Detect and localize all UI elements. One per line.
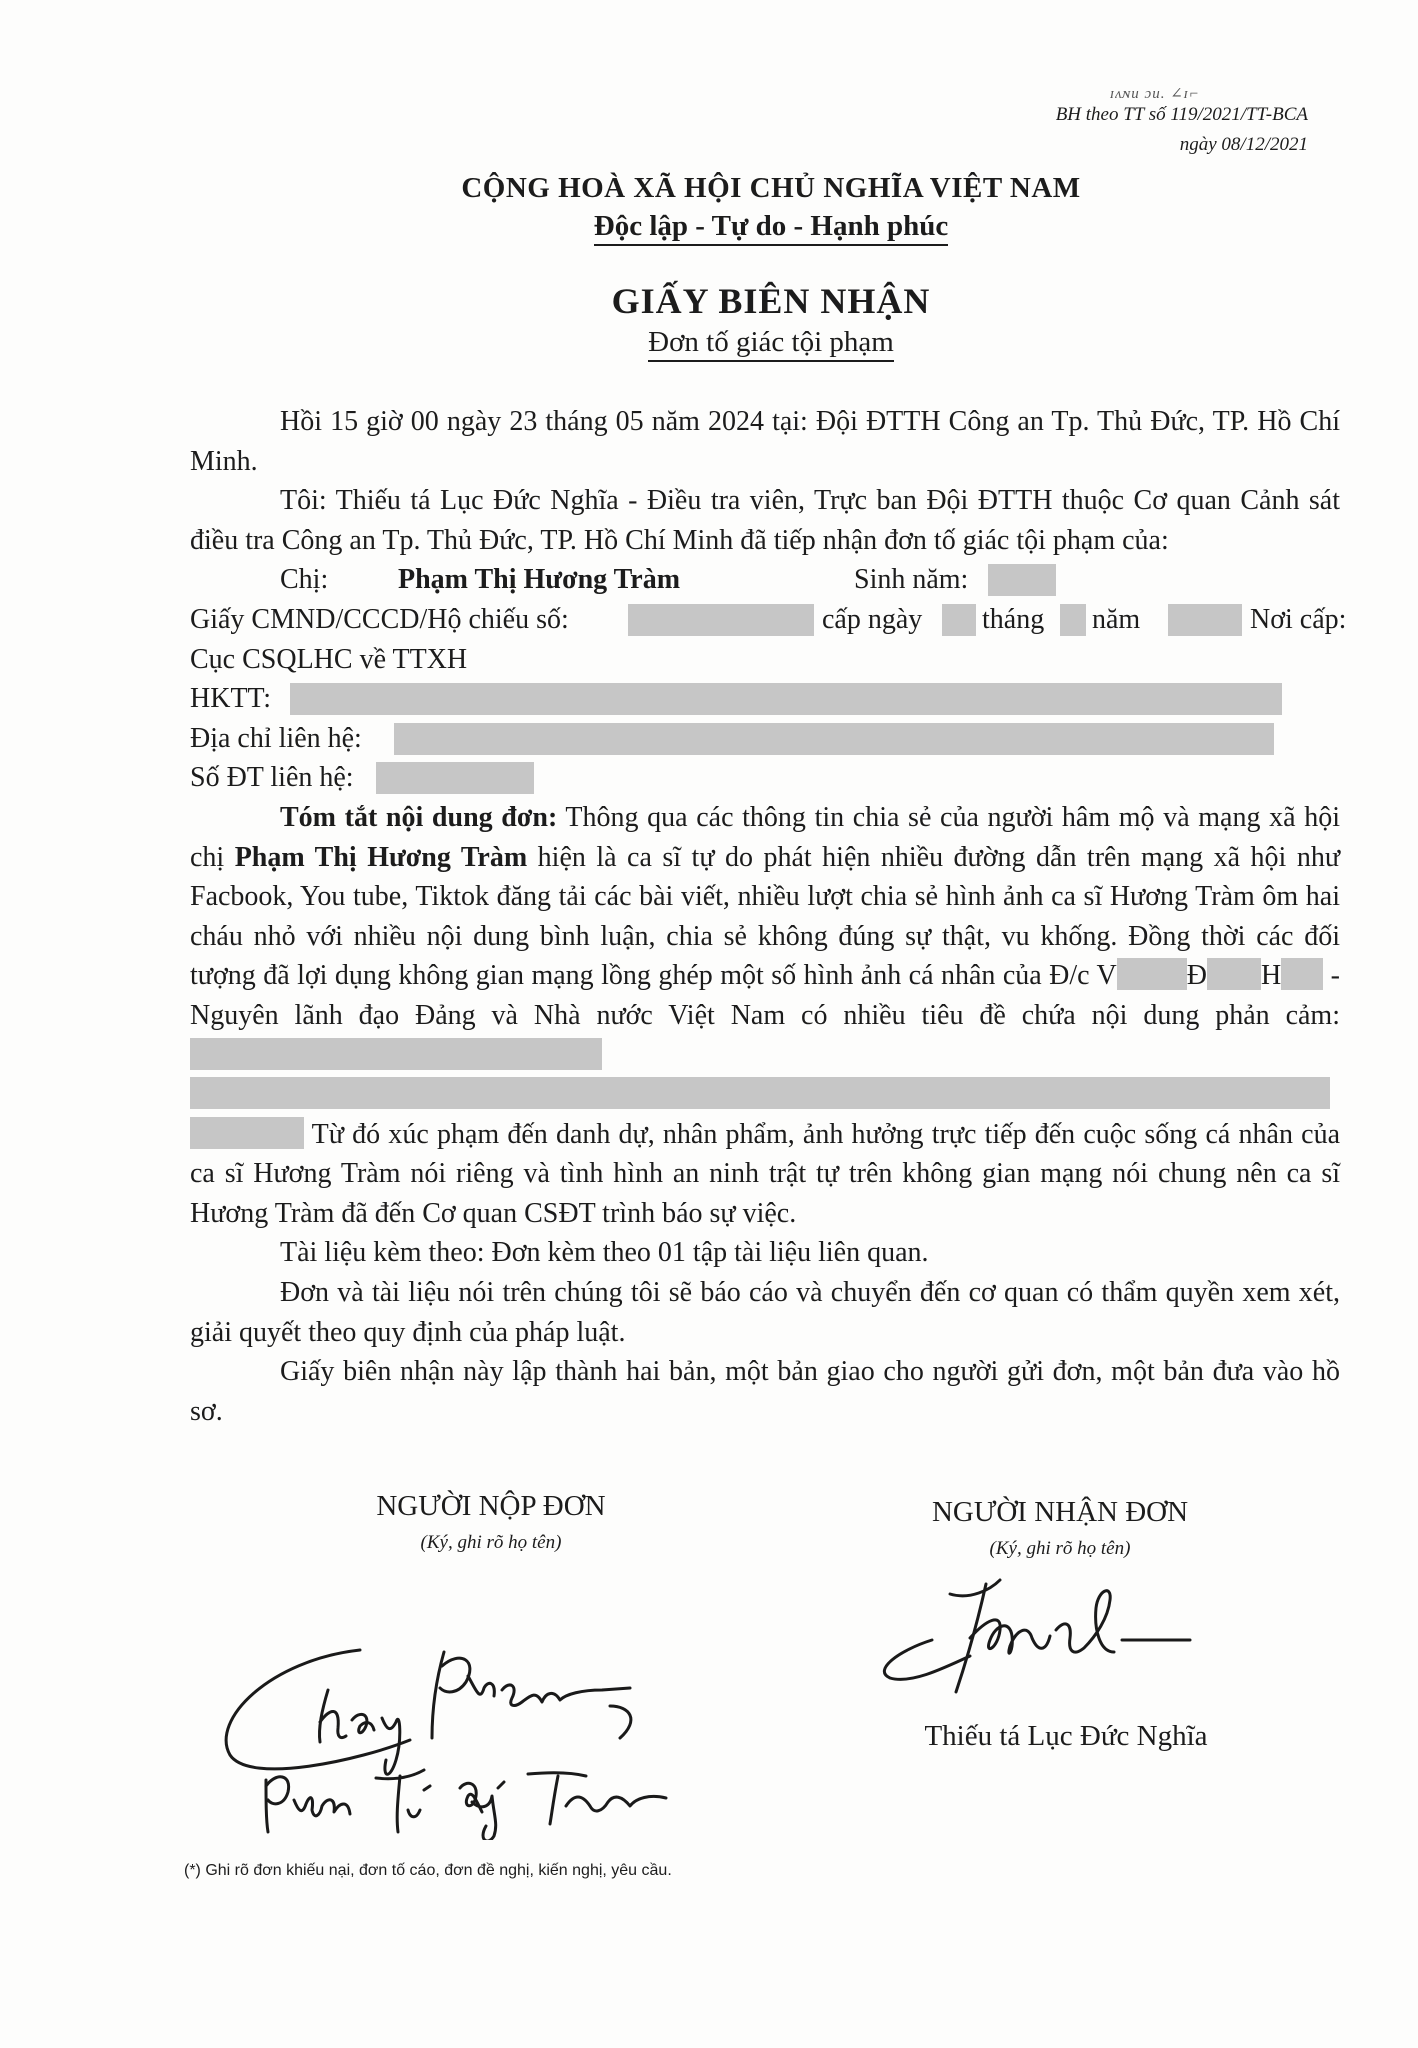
redacted-titles-2	[190, 1077, 1330, 1109]
redacted-titles-1	[190, 1038, 602, 1070]
person-name: Phạm Thị Hương Tràm	[398, 564, 681, 596]
form-code: ɪʌɴu ɔu. ∠ɪ⌐	[1110, 86, 1200, 102]
redacted-name-1	[1117, 958, 1187, 990]
paragraph-receiver: Tôi: Thiếu tá Lục Đức Nghĩa - Điều tra viên, Trực ban Đội ĐTTH thuộc Cơ quan Cảnh sát điều tra Công an Tp. Thủ Đức, TP. Hồ Chí Minh đã tiếp nhận đơn tố giác tội phạm của:	[190, 485, 1340, 556]
id-row	[190, 600, 1347, 640]
summary-text-mid-2: H	[1260, 960, 1282, 992]
national-title: CỘNG HOÀ XÃ HỘI CHỦ NGHĨA VIỆT NAM	[461, 172, 1081, 204]
submitter-title: NGƯỜI NỘP ĐƠN	[376, 1490, 606, 1522]
paragraph-attachments: Tài liệu kèm theo: Đơn kèm theo 01 tập tài liệu liên quan.	[280, 1237, 929, 1269]
form-reference-date: ngày 08/12/2021	[1179, 134, 1308, 155]
paragraph-summary	[190, 798, 1340, 1234]
issued-date-label: cấp ngày	[822, 603, 923, 635]
person-prefix: Chị:	[280, 564, 329, 596]
hktt-label: HKTT:	[190, 683, 272, 715]
footnote: (*) Ghi rõ đơn khiếu nại, đơn tố cáo, đơn đề nghị, kiến nghị, yêu cầu.	[184, 1862, 672, 1879]
receiver-name: Thiếu tá Lục Đức Nghĩa	[924, 1720, 1208, 1752]
national-motto	[0, 210, 1418, 243]
year-label: năm	[1092, 603, 1141, 635]
motto-text: Độc lập - Tự do - Hạnh phúc	[594, 210, 949, 246]
redacted-name-2	[1207, 958, 1261, 990]
redacted-issue-day	[942, 604, 976, 636]
hktt-row	[190, 679, 1340, 719]
document-subtitle	[0, 326, 1418, 359]
month-label: tháng	[982, 603, 1045, 635]
document-body	[190, 402, 1347, 1431]
redacted-issue-year	[1168, 604, 1242, 636]
summary-text-4: Từ đó xúc phạm đến danh dự, nhân phẩm, ảnh hưởng trực tiếp đến cuộc sống cá nhân của ca sĩ Hương Tràm nói riêng và tình hình an ninh trật tự trên không gian mạng nói chung nên ca sĩ Hương Tràm đã đến Cơ quan CSĐT trình báo sự việc.	[190, 1118, 1340, 1229]
address-row	[190, 719, 1340, 759]
redacted-phone	[376, 762, 534, 794]
form-reference: BH theo TT số 119/2021/TT-BCA	[1055, 104, 1308, 125]
submitter-signature-icon	[210, 1610, 730, 1840]
birth-year-label: Sinh năm:	[854, 564, 969, 596]
receiver-note: (Ký, ghi rõ họ tên)	[989, 1538, 1131, 1559]
issued-place-row	[190, 640, 1340, 680]
receiver-title: NGƯỜI NHẬN ĐƠN	[931, 1496, 1189, 1528]
summary-text-1: Thông qua các thông tin chia sẻ của người hâm mộ và mạng xã hội chị	[190, 801, 1340, 873]
issued-place-value: Cục CSQLHC về TTXH	[190, 643, 468, 675]
redacted-birth-year	[988, 564, 1056, 596]
redacted-address	[394, 723, 1274, 755]
id-label: Giấy CMND/CCCD/Hộ chiếu số:	[190, 603, 569, 635]
receiver-signature-icon	[860, 1560, 1220, 1710]
paragraph-review: Đơn và tài liệu nói trên chúng tôi sẽ báo cáo và chuyển đến cơ quan có thẩm quyền xem xét, giải quyết theo quy định của pháp luật.	[190, 1277, 1340, 1348]
person-row	[190, 560, 1340, 600]
address-label: Địa chỉ liên hệ:	[190, 722, 362, 754]
submitter-note: (Ký, ghi rõ họ tên)	[420, 1532, 562, 1553]
paragraph-time-place: Hồi 15 giờ 00 ngày 23 tháng 05 năm 2024 tại: Đội ĐTTH Công an Tp. Thủ Đức, TP. Hồ Chí Minh.	[190, 406, 1340, 477]
summary-text-2: hiện là ca sĩ tự do phát hiện nhiều đường dẫn trên mạng xã hội như Facbook, You tube, Tiktok đăng tải các bài viết, nhiều lượt chia sẻ hình ảnh ca sĩ Hương Tràm ôm hai cháu nhỏ với nhiều nội dung bình luận, chia sẻ không đúng sự thật, vu khống. Đồng thời các đối tượng đã lợi dụng không gian mạng lồng ghép một số hình ảnh cá nhân của Đ/c V	[190, 841, 1340, 992]
summary-text-3: - Nguyên lãnh đạo Đảng và Nhà nước Việt Nam có nhiều tiêu đề chứa nội dung phản cảm:	[190, 960, 1340, 1031]
redacted-issue-month	[1060, 604, 1086, 636]
subtitle-text: Đơn tố giác tội phạm	[648, 326, 894, 362]
summary-text-mid-1: Đ	[1186, 960, 1207, 992]
phone-label: Số ĐT liên hệ:	[190, 762, 354, 794]
issued-place-label: Nơi cấp:	[1250, 603, 1347, 635]
redacted-titles-3	[190, 1117, 304, 1149]
redacted-id-number	[628, 604, 814, 636]
redacted-hktt	[290, 683, 1282, 715]
summary-name: Phạm Thị Hương Tràm	[234, 841, 528, 873]
redacted-name-3	[1281, 958, 1323, 990]
summary-label: Tóm tắt nội dung đơn:	[280, 801, 558, 833]
document-title: GIẤY BIÊN NHẬN	[611, 281, 931, 321]
paragraph-copies: Giấy biên nhận này lập thành hai bản, một bản giao cho người gửi đơn, một bản đưa vào hồ sơ.	[190, 1356, 1340, 1427]
phone-row	[190, 758, 1340, 798]
